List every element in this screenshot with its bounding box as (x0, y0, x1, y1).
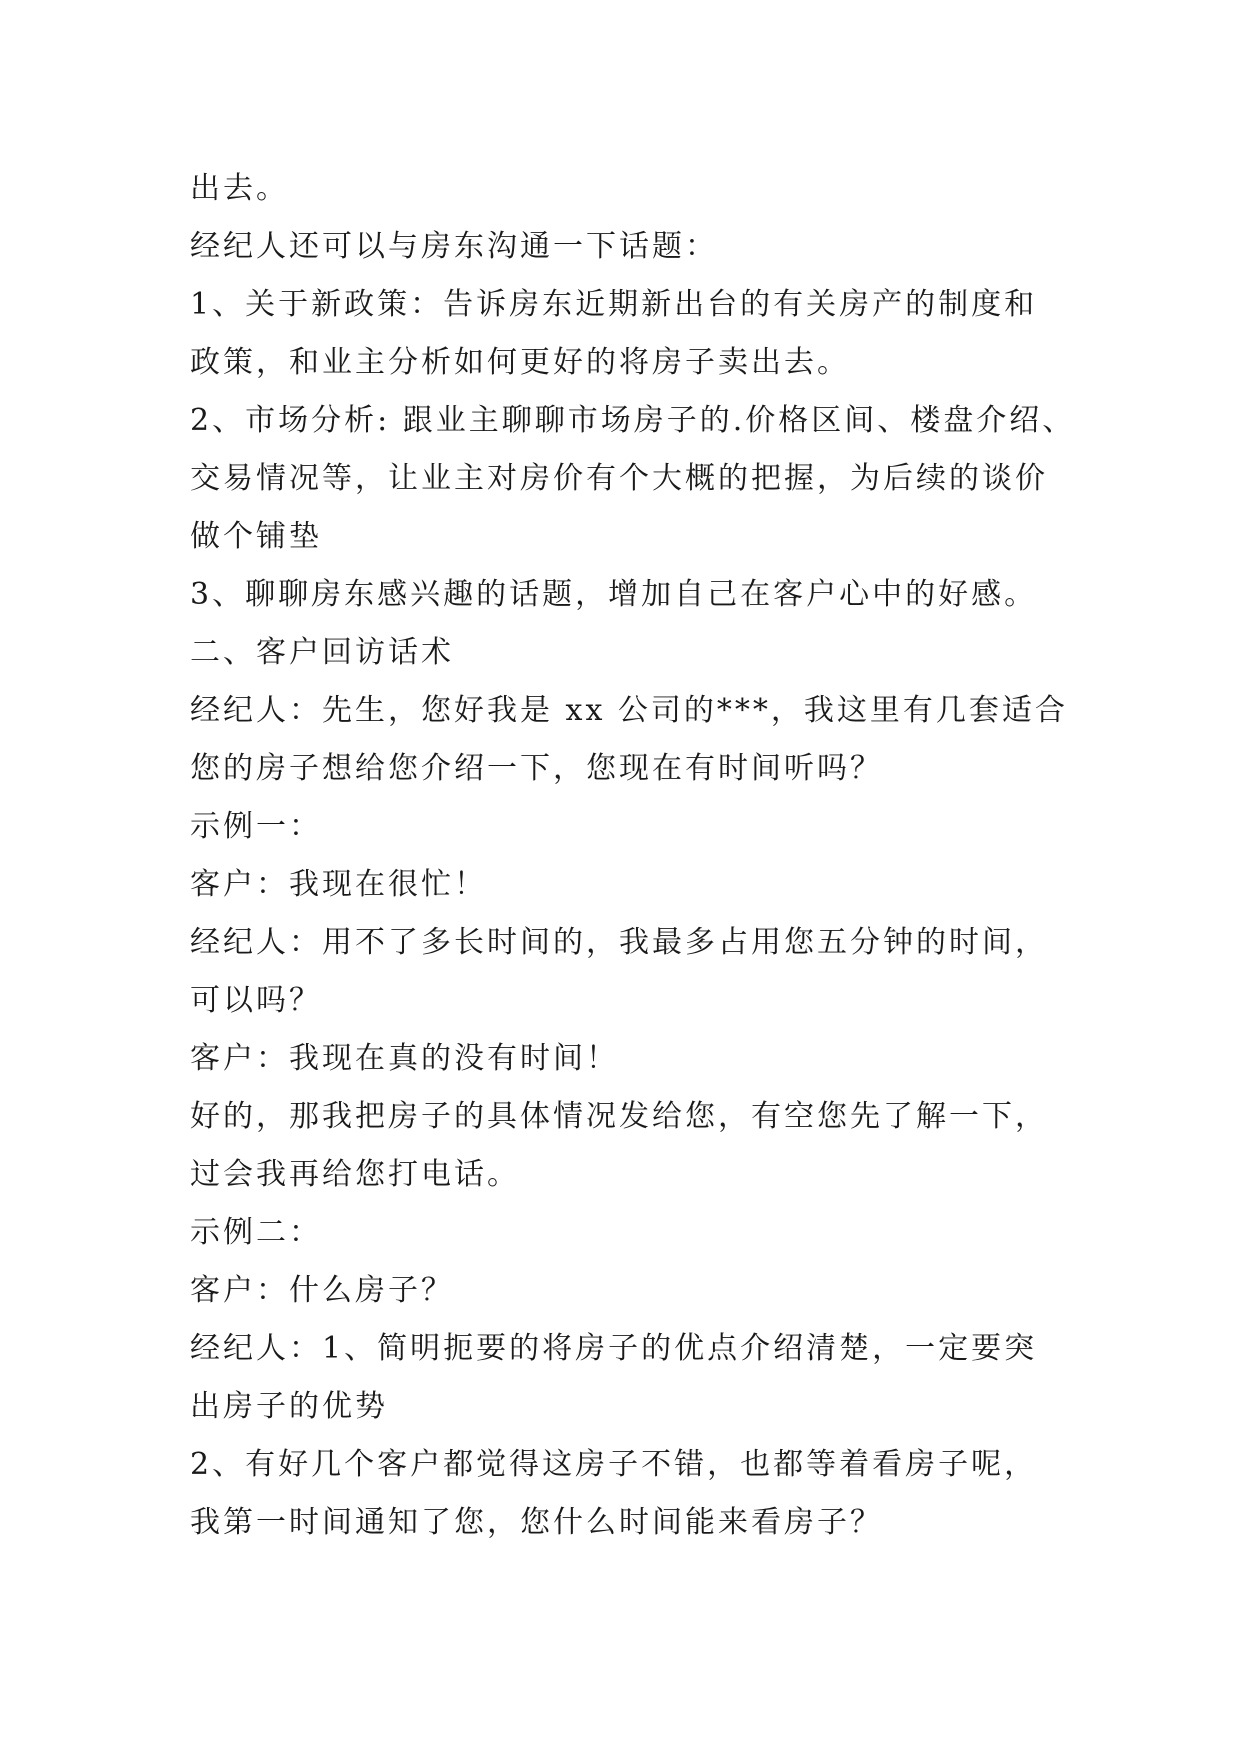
document-body (190, 160, 1076, 1552)
text-line: 政策，和业主分析如何更好的将房子卖出去。 (190, 345, 850, 380)
text-line: 客户：什么房子？ (190, 1273, 454, 1308)
text-line: 经纪人：先生，您好我是 xx 公司的***，我这里有几套适合 (190, 693, 1068, 728)
text-line: 做个铺垫 (190, 519, 322, 554)
example-heading: 示例一： (190, 809, 322, 844)
text-line: 2、市场分析: 跟业主聊聊市场房子的.价格区间、楼盘介绍、 (190, 403, 1076, 438)
text-line: 1、关于新政策：告诉房东近期新出台的有关房产的制度和 (190, 287, 1038, 322)
example-heading: 示例二： (190, 1215, 322, 1250)
text-line: 您的房子想给您介绍一下，您现在有时间听吗？ (190, 751, 883, 786)
text-line: 好的，那我把房子的具体情况发给您，有空您先了解一下， (190, 1099, 1048, 1134)
text-line: 经纪人：1、简明扼要的将房子的优点介绍清楚，一定要突 (190, 1331, 1038, 1366)
text-line: 过会我再给您打电话。 (190, 1157, 520, 1192)
text-line: 经纪人：用不了多长时间的，我最多占用您五分钟的时间， (190, 925, 1048, 960)
text-line: 出去。 (190, 171, 289, 206)
text-line: 我第一时间通知了您，您什么时间能来看房子？ (190, 1505, 883, 1540)
section-heading: 二、客户回访话术 (190, 635, 454, 670)
text-line: 2、有好几个客户都觉得这房子不错，也都等着看房子呢， (190, 1447, 1038, 1482)
text-line: 3、聊聊房东感兴趣的话题，增加自己在客户心中的好感。 (190, 577, 1038, 612)
text-line: 出房子的优势 (190, 1389, 388, 1424)
text-line: 经纪人还可以与房东沟通一下话题： (190, 229, 718, 264)
text-line: 交易情况等，让业主对房价有个大概的把握，为后续的谈价 (190, 461, 1048, 496)
text-line: 客户：我现在很忙！ (190, 867, 487, 902)
text-line: 客户：我现在真的没有时间！ (190, 1041, 619, 1076)
text-line: 可以吗？ (190, 983, 322, 1018)
